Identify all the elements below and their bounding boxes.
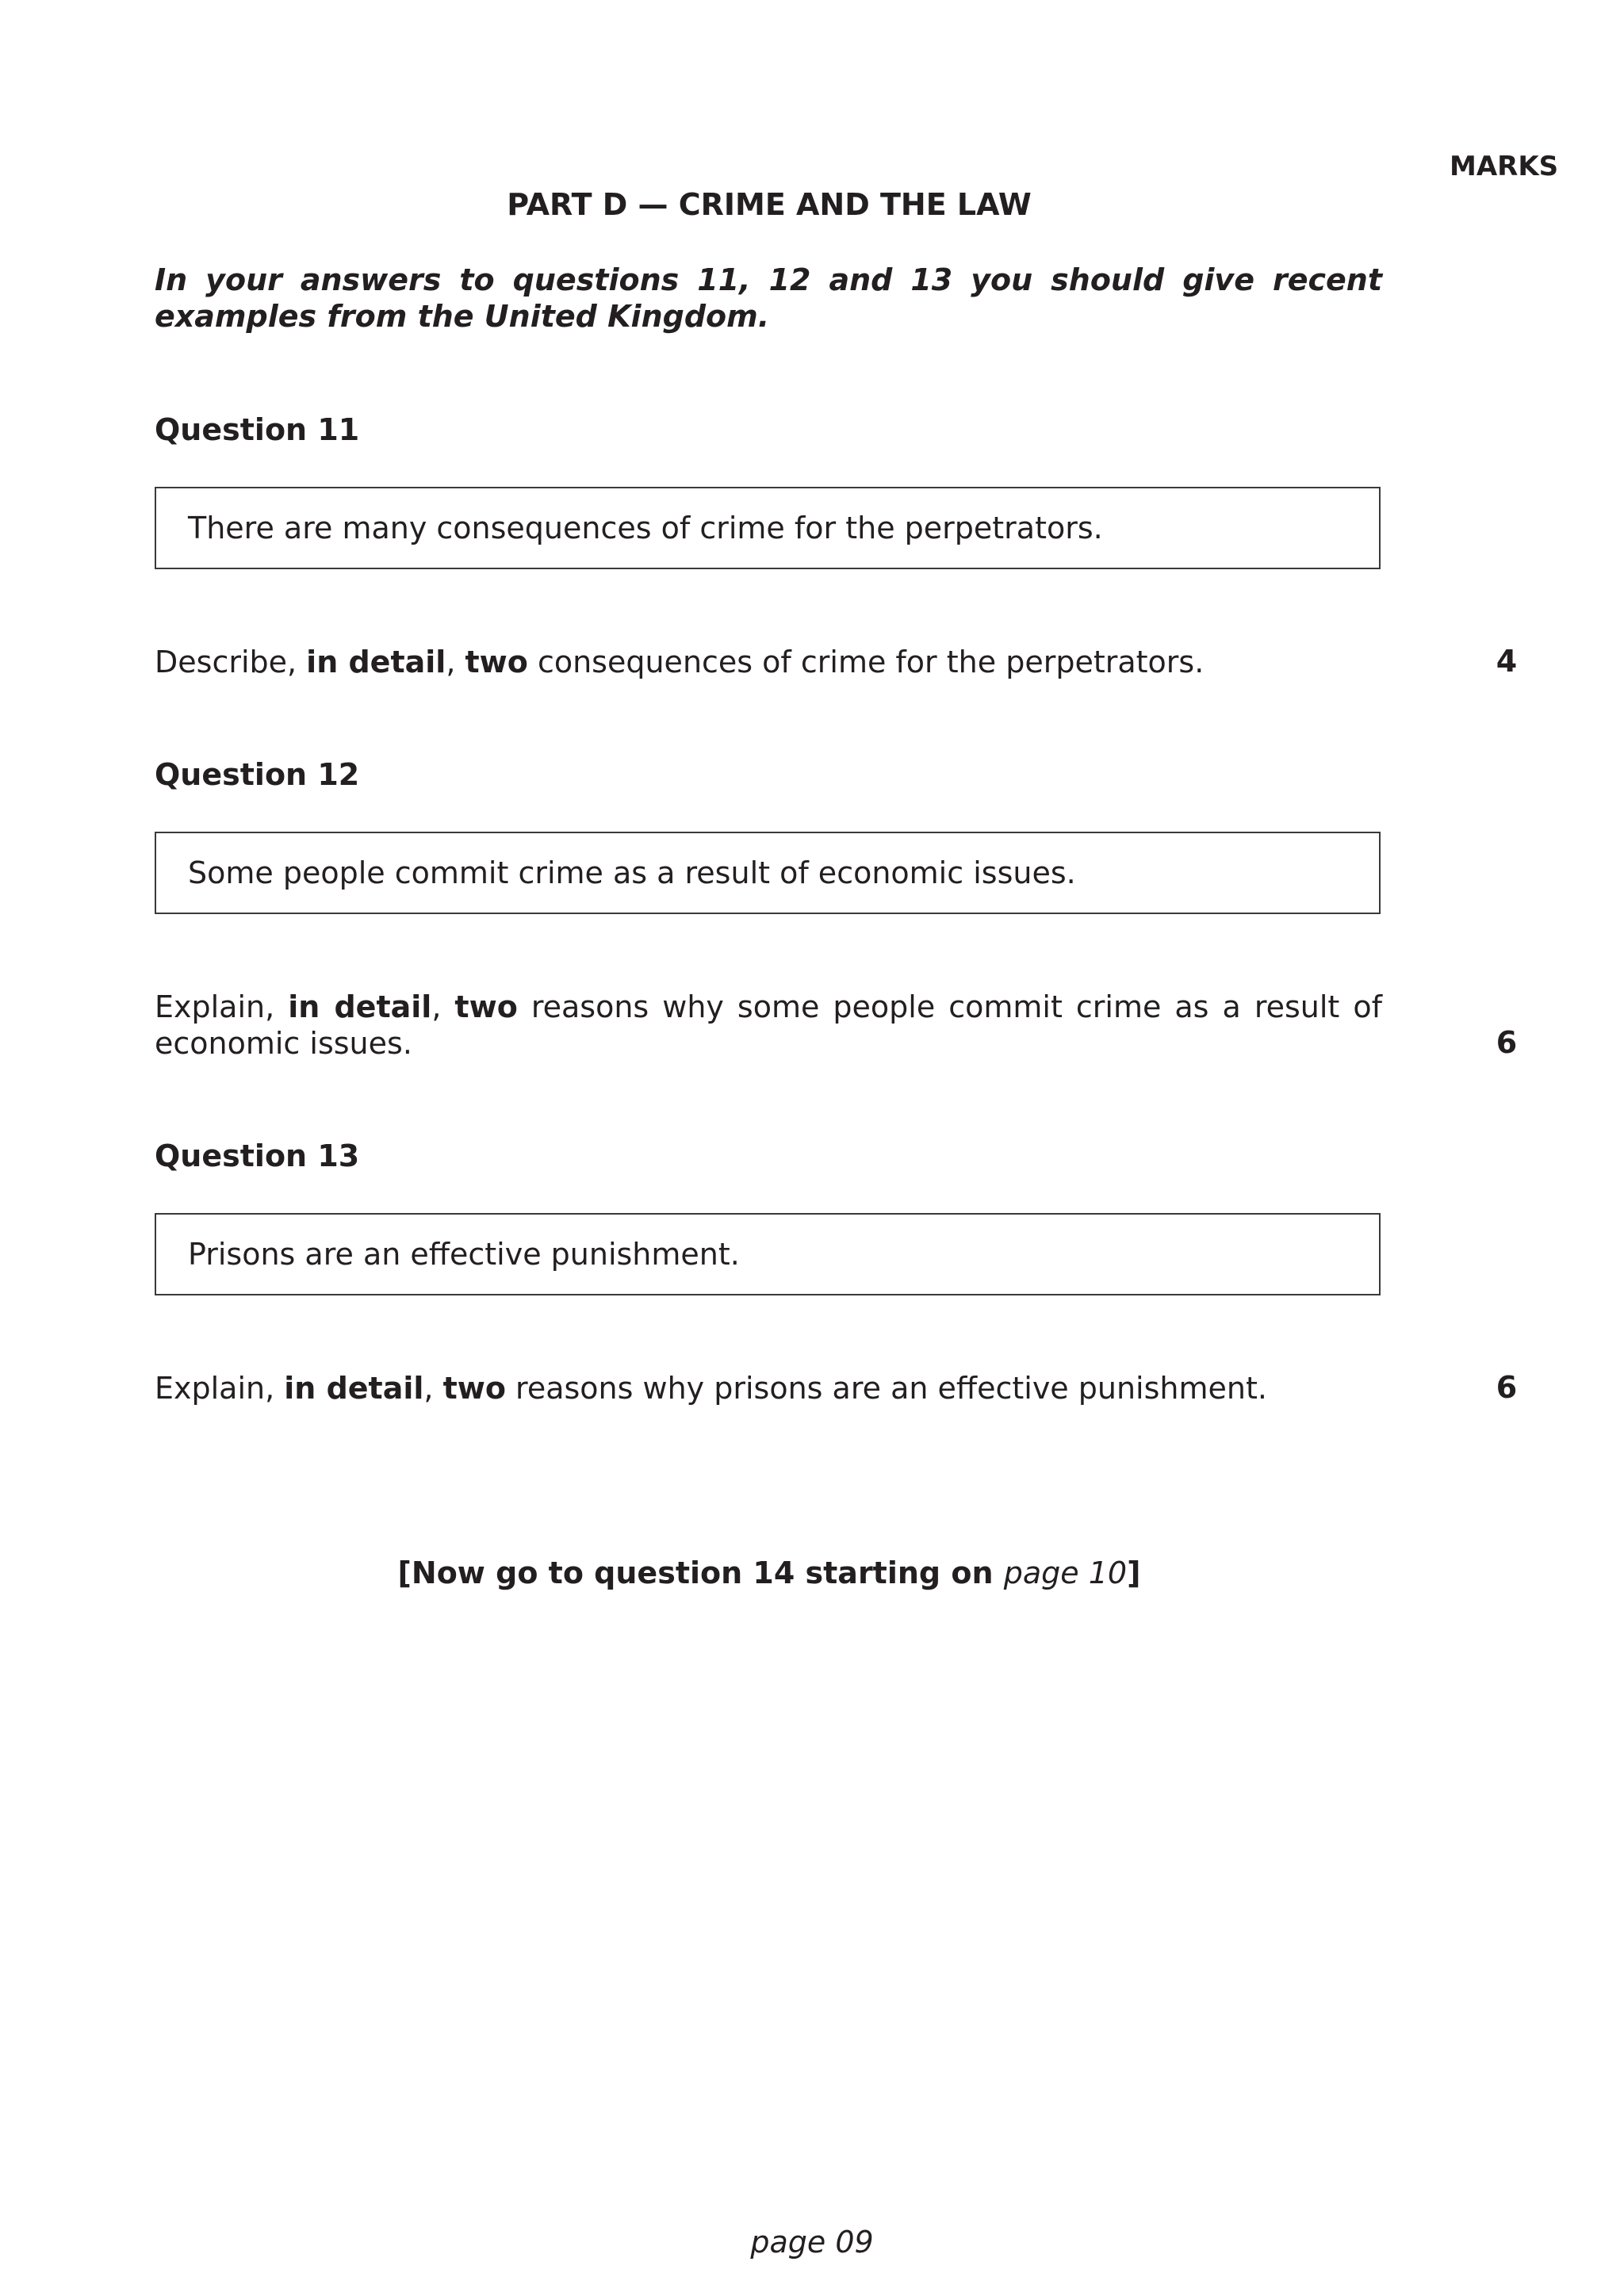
task-text: consequences of crime for the perpetrators. (527, 645, 1205, 679)
task-emphasis: two (454, 989, 518, 1024)
question-11-stimulus-box (155, 487, 1381, 569)
question-13-stimulus-box (155, 1213, 1381, 1295)
task-emphasis: in detail (288, 989, 432, 1024)
part-title: PART D — CRIME AND THE LAW (507, 187, 1032, 222)
question-13-stimulus: Prisons are an effective punishment. (188, 1237, 740, 1272)
question-11-marks: 4 (1496, 644, 1518, 679)
task-emphasis: two (442, 1371, 506, 1406)
task-text: Explain, (155, 1371, 285, 1406)
task-emphasis: two (465, 645, 528, 679)
task-text: , (423, 1371, 443, 1406)
question-12-heading: Question 12 (155, 757, 360, 792)
next-instruction-page-ref: page 10 (1003, 1556, 1128, 1590)
task-text: Explain, (155, 989, 289, 1024)
question-13-task (155, 1370, 1382, 1406)
question-12-stimulus-box (155, 832, 1381, 914)
next-instruction-open: [Now go to question 14 starting on (397, 1556, 1004, 1590)
next-question-instruction (155, 1556, 1384, 1590)
question-11-task (155, 644, 1382, 680)
page-number: page 09 (750, 2225, 874, 2260)
task-text: reasons why prisons are an effective punishment. (505, 1371, 1267, 1406)
task-text: , (446, 645, 465, 679)
question-13-marks: 6 (1496, 1370, 1518, 1405)
question-12-task (155, 989, 1382, 1062)
question-11-heading: Question 11 (155, 412, 360, 447)
question-12-stimulus: Some people commit crime as a result of economic issues. (188, 855, 1076, 890)
task-text: reasons why some people commit crime as a result of economic issues. (155, 989, 1382, 1061)
marks-column-header: MARKS (1450, 151, 1559, 182)
part-instructions: In your answers to questions 11, 12 and 13 you should give recent examples from the United Kingdom. (155, 262, 1382, 334)
question-11-stimulus: There are many consequences of crime for the perpetrators. (188, 511, 1103, 545)
next-instruction-close: ] (1127, 1556, 1141, 1590)
question-13-heading: Question 13 (155, 1138, 360, 1173)
task-emphasis: in detail (284, 1371, 424, 1406)
task-text: , (431, 989, 455, 1024)
question-12-marks: 6 (1496, 1025, 1518, 1060)
task-text: Describe, (155, 645, 307, 679)
task-emphasis: in detail (306, 645, 446, 679)
